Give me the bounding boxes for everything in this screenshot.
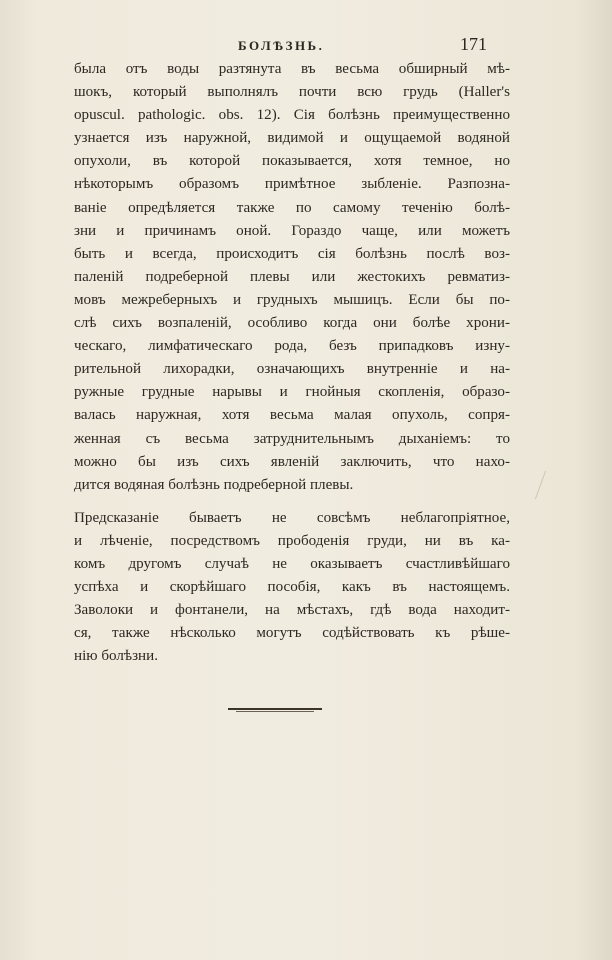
text-line: паленій подреберной плевы или жестокихъ ревматиз-	[74, 268, 510, 285]
text-line: быть и всегда, происходитъ сія болѣзнь послѣ воз-	[74, 245, 510, 262]
text-line: нѣкоторымъ образомъ примѣтное зыбленіе. Разпозна-	[74, 176, 510, 193]
text-line: опухоли, въ которой показывается, хотя темное, но	[74, 153, 510, 170]
text-line: Заволоки и фонтанели, на мѣстахъ, гдѣ вода находит-	[74, 602, 510, 619]
running-head	[0, 34, 612, 60]
text-line: дится водяная болѣзнь подреберной плевы.	[74, 476, 354, 493]
paragraph-gap	[74, 497, 510, 507]
text-line: узнается изъ наружной, видимой и ощущаемой водяной	[74, 130, 510, 147]
text-line: мовъ межреберныхъ и грудныхъ мышицъ. Если бы по-	[74, 291, 510, 308]
page-number: 171	[460, 34, 487, 54]
section-end-rule	[228, 708, 322, 710]
text-line: и лѣченіе, посредствомъ прободенія груди, ни въ ка-	[74, 532, 510, 549]
text-line: женная съ весьма затруднительнымъ дыханіемъ: то	[74, 430, 510, 447]
text-line: ружные грудные нарывы и гнойныя скопленія, образо-	[74, 384, 510, 401]
text-line: комъ другомъ случаѣ не оказываетъ счастливѣйшаго	[74, 555, 510, 572]
paper-crease	[535, 471, 546, 500]
text-line: можно бы изъ сихъ явленій заключить, что нахо-	[74, 453, 510, 470]
text-line: ся, также нѣсколько могутъ содѣйствовать къ рѣше-	[74, 625, 510, 642]
text-line: рительной лихорадки, означающихъ внутренніе и на-	[74, 361, 510, 378]
running-title: БОЛѢЗНЬ.	[238, 38, 325, 53]
text-line: ваніе опредѣляется также по самому теченію болѣ-	[74, 199, 510, 216]
text-line: была отъ воды разтянута въ весьма обширный мѣ-	[74, 61, 510, 77]
text-line: успѣха и скорѣйшаго пособія, какъ въ настоящемъ.	[74, 579, 510, 596]
text-line: нію болѣзни.	[74, 648, 158, 665]
text-line: opuscul. pathologic. obs. 12). Сія болѣзнь преимущественно	[74, 107, 510, 124]
text-line: Предсказаніе бываетъ не совсѣмъ неблагопріятное,	[74, 509, 510, 526]
text-line: шокъ, который выполнялъ почти всю грудь (Haller's	[74, 84, 510, 101]
text-line: слѣ сихъ возпаленій, особливо когда они болѣе хрони-	[74, 315, 510, 332]
body-text	[74, 58, 510, 668]
text-line: валась наружная, хотя весьма малая опухоль, сопря-	[74, 407, 510, 424]
text-line: зни и причинамъ оной. Гораздо чаще, или можетъ	[74, 222, 510, 239]
text-line: ческаго, лимфатическаго рода, безъ припадковъ изну-	[74, 338, 510, 355]
paragraph-2	[74, 507, 510, 669]
paragraph-1	[74, 58, 510, 497]
